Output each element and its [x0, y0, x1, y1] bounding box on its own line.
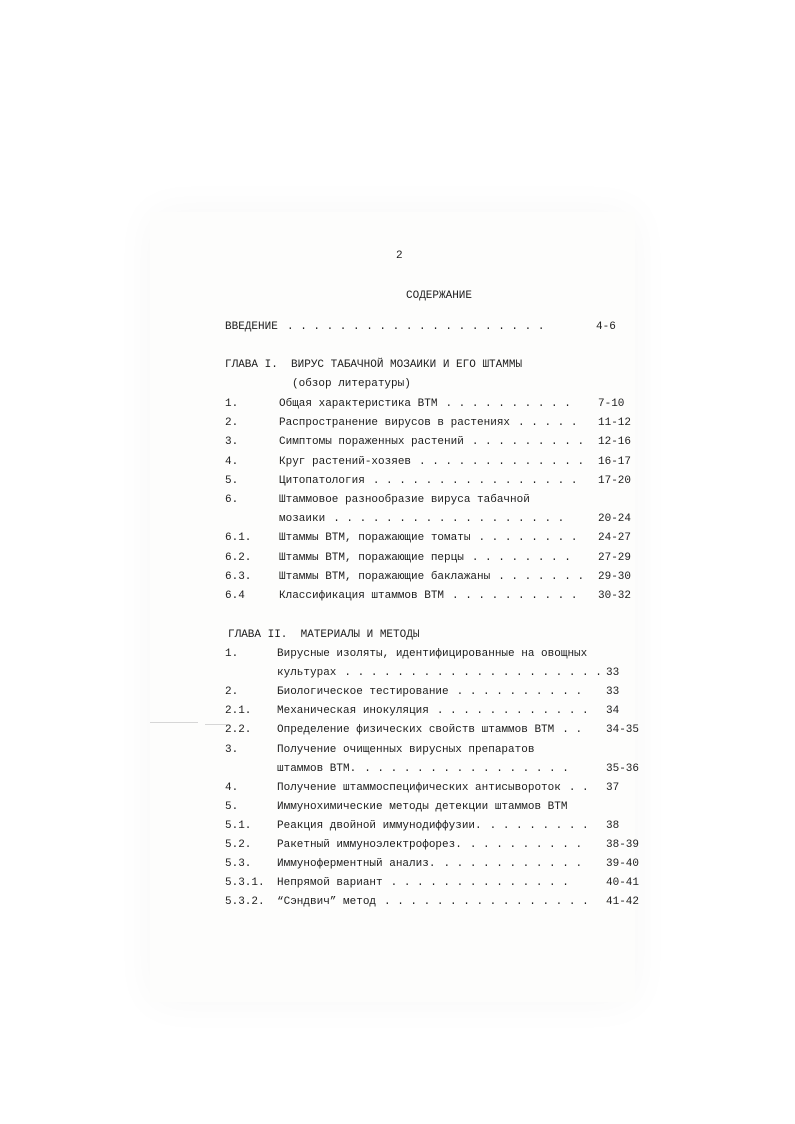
toc-entry-title: Ракетный иммуноэлектрофорез.: [277, 839, 462, 851]
page-number: 2: [396, 250, 403, 262]
toc-entry-number: 5.2.: [225, 839, 252, 851]
toc-entry-pages: 12-16: [598, 436, 632, 449]
toc-entry-leader: . . . . . . . . . . . .: [436, 705, 589, 718]
toc-entry-number: 2.: [225, 686, 239, 699]
toc-entry-title: Штаммы ВТМ, поражающие томаты: [279, 532, 471, 545]
toc-entry-number: 5.1.: [225, 819, 252, 832]
scan-artifact-line: [205, 724, 227, 725]
toc-entry-pages: 40-41: [606, 877, 640, 890]
toc-entry-leader: . . . . . . . . . . . . . . . . . . . .: [344, 667, 602, 680]
toc-entry-leader: . . . . . . . .: [478, 532, 578, 545]
toc-entry-leader: . . . . . . . . .: [471, 436, 585, 449]
toc-entry-number: 2.1.: [225, 705, 252, 718]
toc-entry-leader: . . . . . . . . . .: [456, 686, 583, 699]
toc-entry-number: 6.4: [225, 590, 245, 602]
toc-entry-leader: . . . . . . . . . . . . .: [419, 455, 585, 468]
chapter-1-subtitle: (обзор литературы): [292, 378, 411, 390]
toc-entry-title: Непрямой вариант: [277, 877, 383, 890]
toc-entry-number: 2.2.: [225, 724, 252, 737]
toc-entry-leader: . . . . . . . . . .: [452, 590, 578, 602]
toc-heading: СОДЕРЖАНИЕ: [406, 290, 473, 302]
toc-entry-title: Механическая инокуляция: [277, 705, 429, 718]
toc-entry-pages: 30-32: [598, 590, 632, 602]
toc-entry-leader: . . . . . . . . . . . . . . . . . . . .: [287, 321, 545, 333]
toc-entry-leader: . . . . . . . . . . . . . . . . . .: [333, 513, 565, 526]
toc-entry-number: 5.3.1.: [225, 877, 265, 890]
toc-entry-title: штаммов ВТМ.: [277, 762, 357, 775]
toc-entry-number: 4.: [225, 455, 239, 468]
toc-entry-pages: 17-20: [598, 474, 632, 487]
toc-entry-number: 5.: [225, 800, 239, 813]
toc-entry-pages: 27-29: [598, 551, 632, 564]
toc-entry-leader: . . . . . . . . . . . . . . . .: [364, 762, 569, 775]
scan-artifact-line: [150, 722, 198, 723]
toc-entry-pages: 7-10: [598, 398, 625, 410]
toc-entry-title: Иммуноферментный анализ.: [277, 858, 436, 871]
toc-entry-number: 1.: [225, 398, 239, 410]
toc-entry-title: культурах: [277, 667, 337, 680]
toc-entry-number: 6.3.: [225, 570, 252, 583]
chapter-2-title: ГЛАВА II. МАТЕРИАЛЫ И МЕТОДЫ: [228, 629, 420, 641]
toc-entry-pages: 34-35: [606, 724, 640, 737]
toc-entry-title: Реакция двойной иммунодиффузии.: [277, 819, 482, 832]
toc-entry-title: Иммунохимические методы детекции штаммов ВТМ: [277, 800, 568, 813]
toc-entry-title: Получение очищенных вирусных препаратов: [277, 743, 535, 756]
toc-entry-pages: 24-27: [598, 532, 632, 545]
toc-entry-number: 3.: [225, 743, 239, 756]
toc-entry-title: Распространение вирусов в растениях: [279, 417, 511, 430]
toc-entry-pages: 39-40: [606, 858, 640, 871]
toc-entry-title: Штаммовое разнообразие вируса табачной: [279, 494, 530, 506]
toc-entry-number: 6.: [225, 494, 239, 506]
toc-entry-title: Симптомы пораженных растений: [279, 436, 464, 449]
toc-entry-title: Определение физических свойств штаммов ВТМ: [277, 724, 555, 737]
toc-entry-title: Цитопатология: [279, 474, 365, 487]
toc-entry-leader: . . . . . . . . . . . . . . . .: [372, 474, 578, 487]
toc-entry-title: Штаммы ВТМ, поражающие баклажаны: [279, 570, 491, 583]
toc-entry-pages: 20-24: [598, 513, 632, 526]
toc-entry-number: 3.: [225, 436, 239, 449]
toc-entry-number: 5.3.: [225, 858, 252, 871]
toc-entry-pages: 33: [606, 686, 620, 699]
toc-entry-number: 4.: [225, 781, 239, 794]
toc-entry-pages: 38: [606, 819, 620, 832]
toc-entry-pages: 34: [606, 705, 620, 718]
toc-entry-leader: . .: [562, 724, 583, 737]
toc-entry-leader: . . . . . . . . . . . . . . . .: [384, 896, 589, 909]
toc-entry-title: мозаики: [279, 513, 326, 526]
toc-entry-number: 5.: [225, 474, 239, 487]
toc-entry-title: Общая характеристика ВТМ: [279, 398, 438, 410]
toc-entry-leader: . . . . . . .: [498, 570, 585, 583]
chapter-1-title: ГЛАВА I. ВИРУС ТАБАЧНОЙ МОЗАИКИ И ЕГО ШТАММЫ: [225, 359, 523, 371]
toc-entry-number: 5.3.2.: [225, 896, 265, 909]
toc-entry-leader: . .: [568, 781, 589, 794]
toc-entry-pages: 38-39: [606, 839, 640, 851]
toc-entry-title: Штаммы ВТМ, поражающие перцы: [279, 551, 464, 564]
toc-entry-number: 2.: [225, 417, 239, 430]
toc-entry-pages: 35-36: [606, 762, 640, 775]
toc-entry-pages: 29-30: [598, 570, 632, 583]
toc-entry-pages: 37: [606, 781, 620, 794]
toc-entry-leader: . . . . . . . .: [489, 819, 589, 832]
toc-entry-title: ВВЕДЕНИЕ: [225, 321, 278, 333]
toc-entry-title: Вирусные изоляты, идентифицированные на овощных: [277, 648, 588, 660]
toc-entry-pages: 33: [606, 667, 620, 680]
toc-entry-title: “Сэндвич” метод: [277, 896, 377, 909]
toc-entry-pages: 41-42: [606, 896, 640, 909]
toc-entry-leader: . . . . . . . . . .: [445, 398, 571, 410]
toc-entry-leader: . . . . .: [518, 417, 578, 430]
toc-entry-leader: . . . . . . . . . . .: [443, 858, 583, 871]
toc-entry-intro: [225, 321, 616, 334]
toc-entry-leader: . . . . . . . . .: [469, 839, 583, 851]
toc-entry-title: Классификация штаммов ВТМ: [279, 590, 445, 602]
toc-entry-number: 1.: [225, 648, 239, 660]
toc-entry-pages: 16-17: [598, 455, 632, 468]
toc-entry-title: Круг растений-хозяев: [279, 455, 412, 468]
toc-entry-leader: . . . . . . . .: [471, 551, 571, 564]
toc-entry-title: Биологическое тестирование: [277, 686, 449, 699]
toc-entry-pages: 11-12: [598, 417, 632, 430]
toc-entry-number: 6.2.: [225, 551, 252, 564]
toc-entry-number: 6.1.: [225, 532, 252, 545]
toc-entry-title: Получение штаммоспецифических антисывороток: [277, 781, 561, 794]
toc-entry-leader: . . . . . . . . . . . . . .: [390, 877, 569, 890]
toc-entry-pages: 4-6: [596, 321, 616, 333]
